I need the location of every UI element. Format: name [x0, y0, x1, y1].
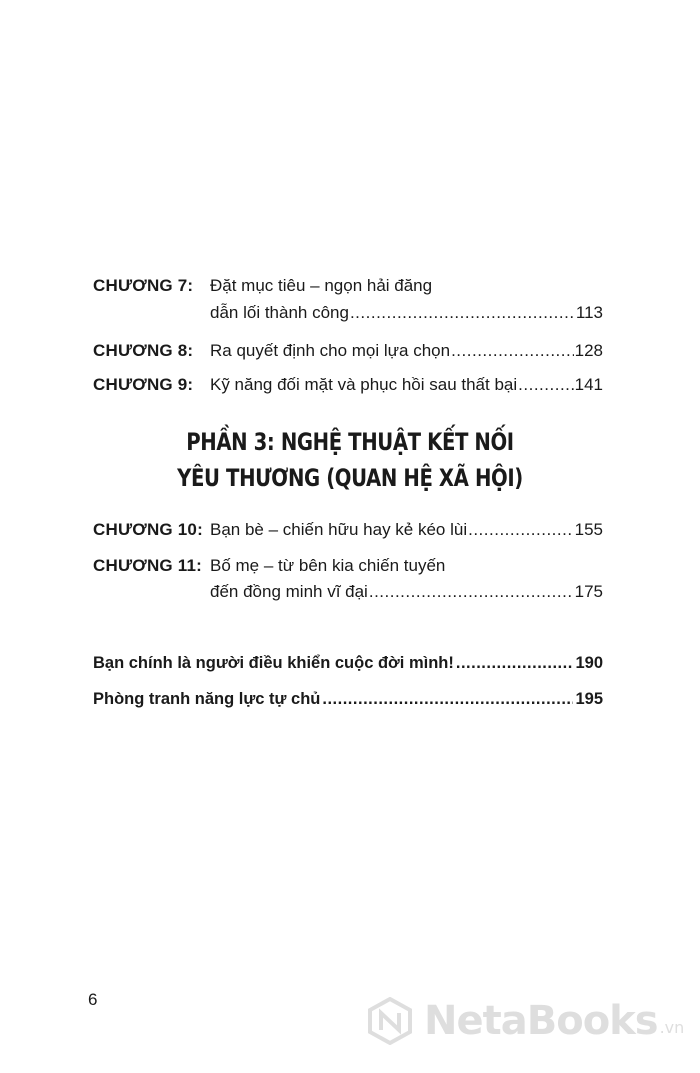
- page-number: 175: [574, 582, 603, 601]
- toc-entry-closing-2: [93, 688, 603, 710]
- chapter-title: Bố mẹ – từ bên kia chiến tuyến: [210, 556, 446, 575]
- leader-dots: [456, 652, 574, 674]
- leader-dots: [369, 581, 574, 603]
- page-number: 155: [574, 520, 603, 539]
- chapter-label: CHƯƠNG 7:: [93, 276, 194, 295]
- page-number: 190: [575, 654, 603, 672]
- chapter-title: Ra quyết định cho mọi lựa chọn: [210, 341, 451, 360]
- page-number: 141: [574, 375, 603, 394]
- toc-entry-chapter-9: [93, 374, 603, 396]
- chapter-title: Bạn bè – chiến hữu hay kẻ kéo lùi: [210, 520, 468, 539]
- section-title: Phòng tranh năng lực tự chủ: [93, 690, 321, 708]
- watermark-name: NetaBooks: [424, 998, 658, 1044]
- chapter-title-line2: đến đồng minh vĩ đại: [210, 582, 368, 601]
- leader-dots: [322, 688, 573, 710]
- toc-entry-chapter-10: [93, 519, 603, 541]
- chapter-label: CHƯƠNG 11:: [93, 556, 203, 575]
- toc-entry-chapter-11: [93, 555, 603, 577]
- page-number: 113: [575, 303, 603, 322]
- chapter-label: CHƯƠNG 8:: [93, 341, 194, 360]
- leader-dots: [518, 374, 573, 396]
- page-number: 128: [574, 341, 603, 360]
- watermark: [366, 997, 684, 1045]
- toc-entry-chapter-7-cont: [93, 302, 603, 324]
- page-number: 195: [575, 690, 603, 708]
- chapter-label: CHƯƠNG 10:: [93, 520, 203, 539]
- part-heading-line2: YÊU THƯƠNG (QUAN HỆ XÃ HỘI): [177, 464, 523, 492]
- leader-dots: [350, 302, 575, 324]
- chapter-title: Đặt mục tiêu – ngọn hải đăng: [210, 276, 433, 295]
- toc-entry-chapter-8: [93, 340, 603, 362]
- watermark-suffix: .vn: [659, 1018, 685, 1037]
- toc-entry-closing-1: [93, 652, 603, 674]
- toc-entry-chapter-11-cont: [93, 581, 603, 603]
- chapter-label: CHƯƠNG 9:: [93, 375, 194, 394]
- chapter-title-line2: dẫn lối thành công: [210, 303, 349, 322]
- part-heading-line1: PHẦN 3: NGHỆ THUẬT KẾT NỐI: [186, 428, 514, 456]
- page-folio: 6: [88, 990, 98, 1009]
- netabooks-logo-icon: [366, 997, 414, 1045]
- leader-dots: [451, 340, 574, 362]
- leader-dots: [468, 519, 574, 541]
- toc-entry-chapter-7: [93, 275, 603, 297]
- chapter-title: Kỹ năng đối mặt và phục hồi sau thất bại: [210, 375, 518, 394]
- section-title: Bạn chính là người điều khiển cuộc đời mình!: [93, 654, 454, 672]
